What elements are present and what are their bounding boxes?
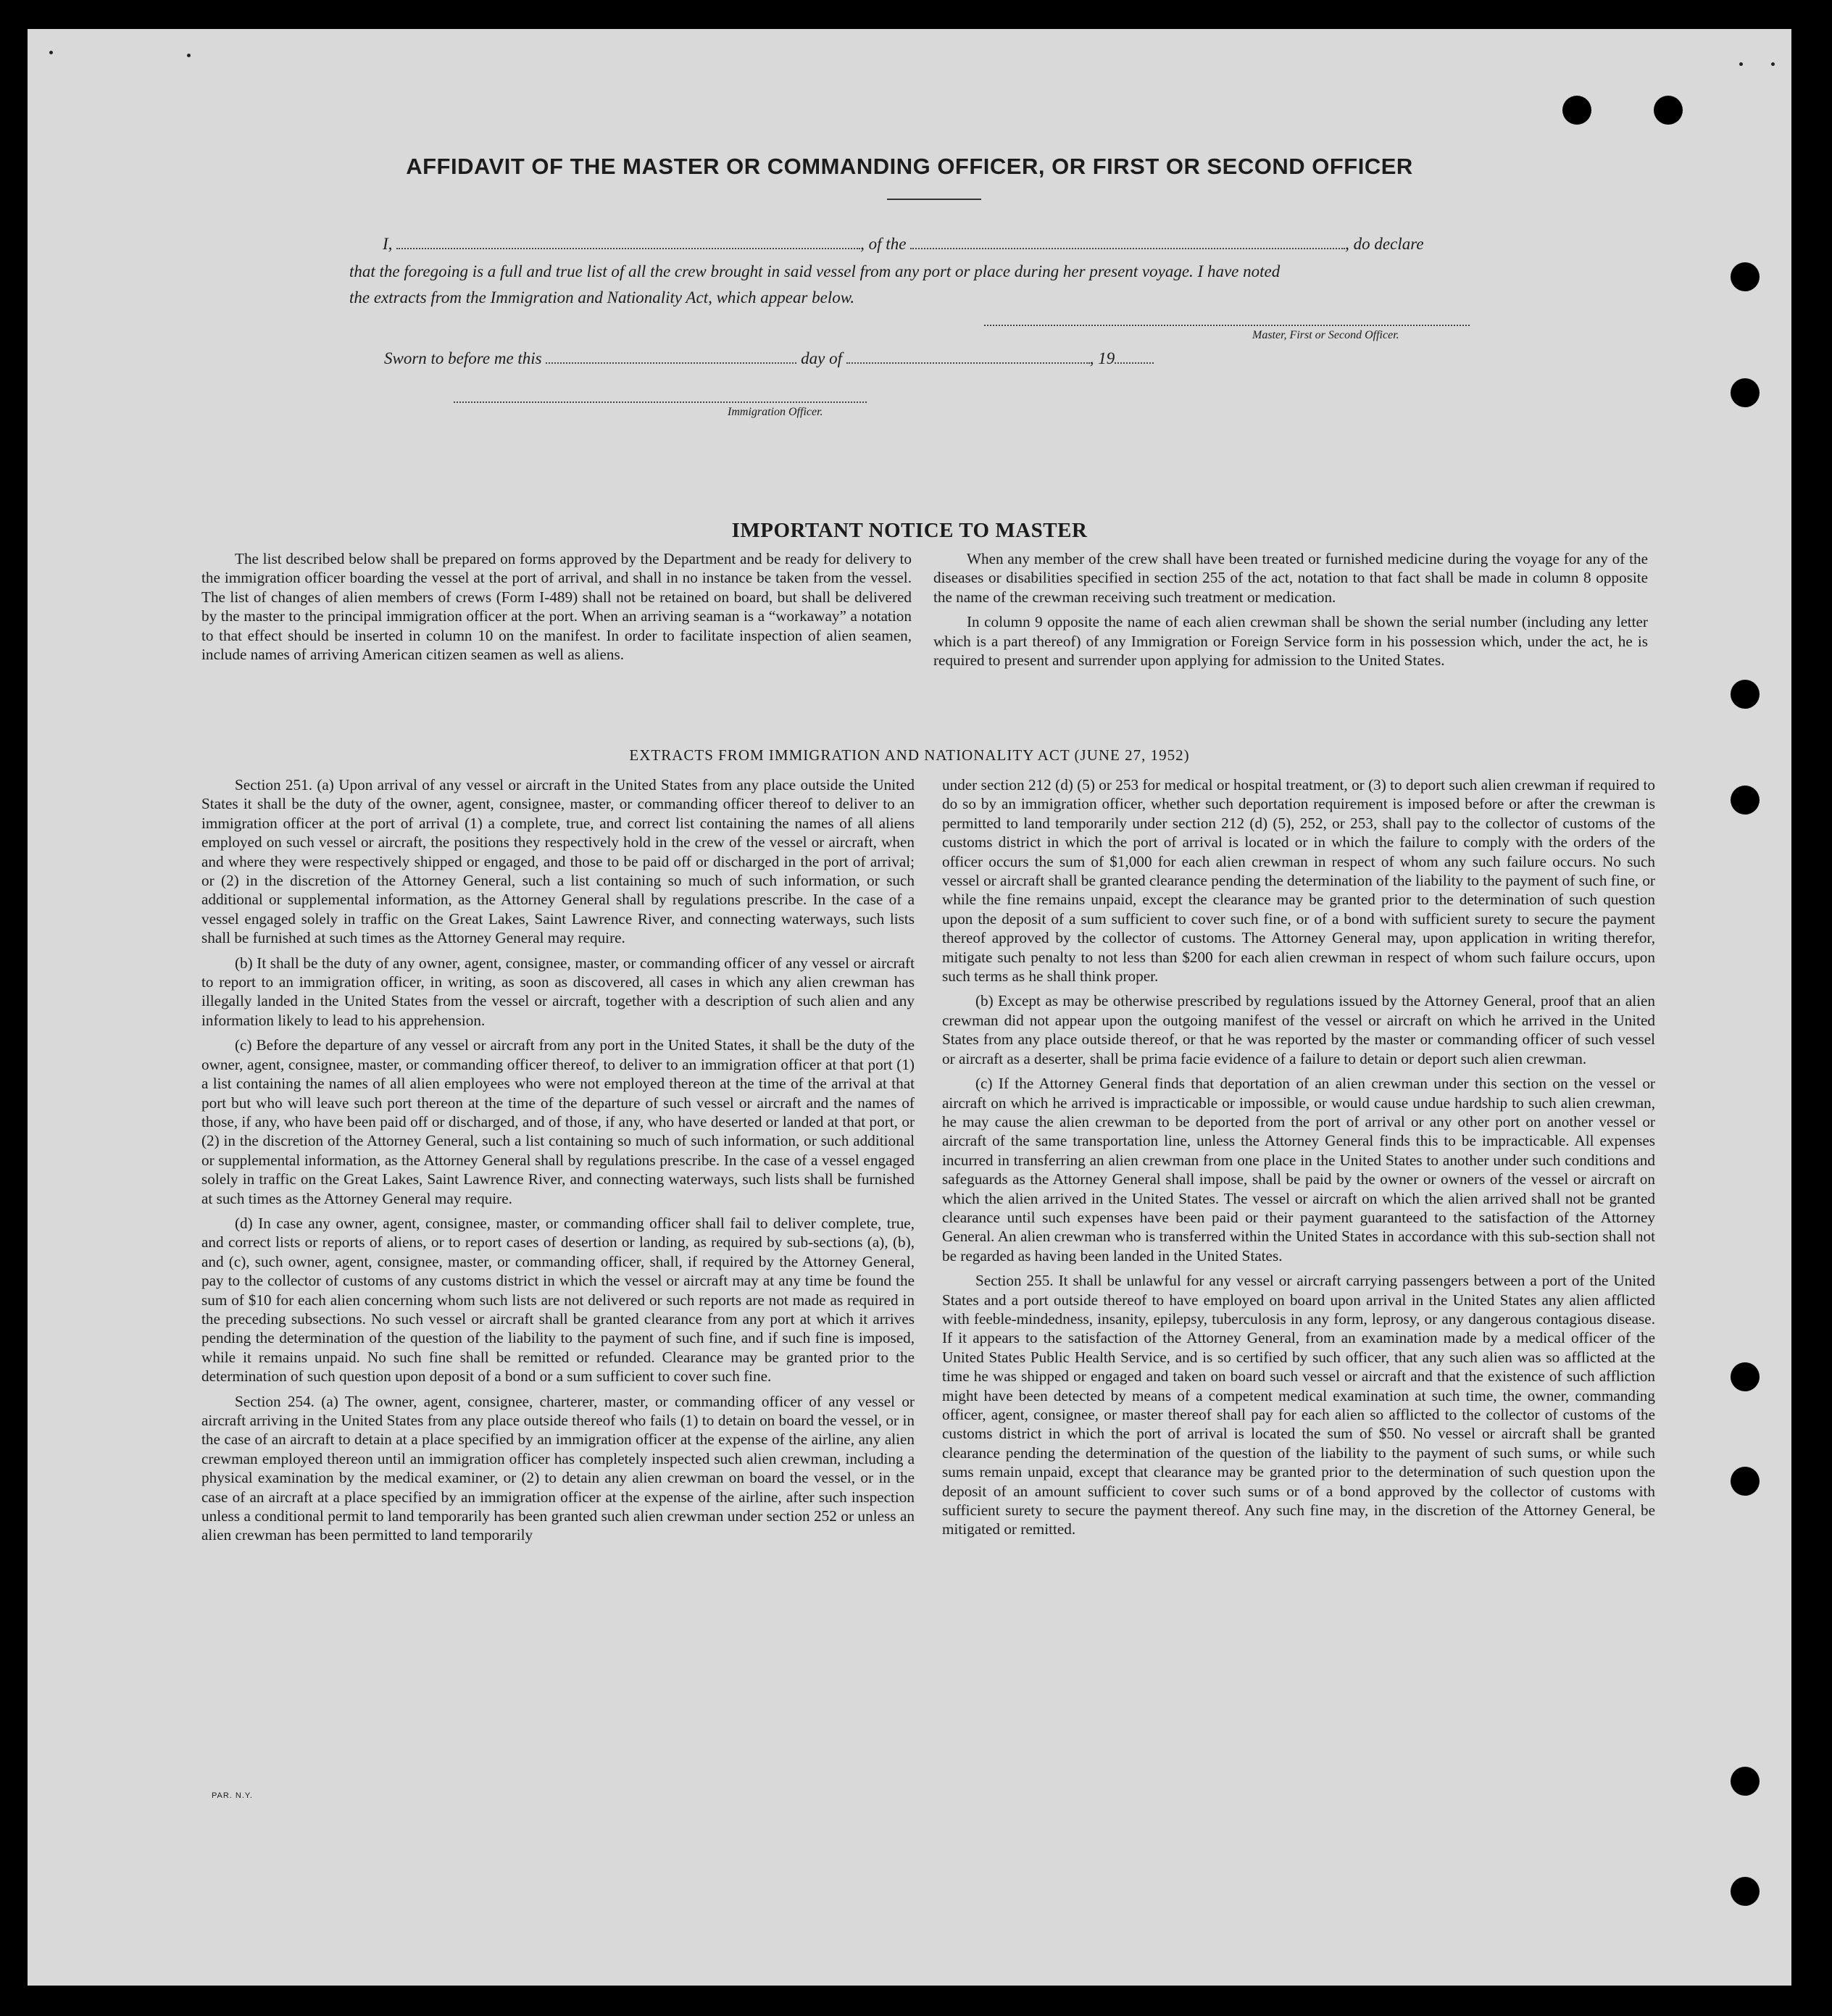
punch-hole bbox=[1731, 1877, 1760, 1906]
notice-title: IMPORTANT NOTICE TO MASTER bbox=[731, 519, 1088, 542]
punch-hole bbox=[1731, 680, 1760, 709]
extracts-right-column bbox=[942, 775, 1655, 1539]
punch-hole bbox=[1731, 1767, 1760, 1796]
master-signature-field[interactable] bbox=[984, 325, 1470, 326]
speck-mark bbox=[1739, 62, 1743, 66]
sworn-year-field[interactable] bbox=[1115, 349, 1154, 364]
speck-mark bbox=[49, 51, 53, 54]
notice-left-column bbox=[201, 549, 912, 664]
extract-paragraph: Section 255. It shall be unlawful for any vessel or aircraft carrying passengers between a port of the United States and a port outside thereof to have employed on board upon arrival in the United States any alien afflicted with feeble-mindedness, insanity, epilepsy, tuberculosis in any form, leprosy, or any dangerous contagious disease. If it appears to the satisfaction of the Attorney General, from an examination made by a medical officer of the United States Public Health Service, and is so certified by such officer, that any such alien was so afflicted at the time he was shipped or engaged and taken on board such vessel or aircraft and that the existence of such affliction might have been detected by means of a competent medical examination at such time, the owner, commanding officer, agent, consignee, or master thereof shall pay for each alien so afflicted to the collector of customs of the customs district in which the port of arrival is located the sum of $50. No vessel or aircraft shall be granted clearance pending the determination of the question of the liability to the payment of such sums, or while such sums remain unpaid, except that clearance may be granted prior to the determination of such question upon the deposit of an amount sufficient to cover such sums or of a bond approved by the collector of customs with sufficient surety to secure the payment thereof. Any such fine may, in the discretion of the Attorney General, be mitigated or remitted. bbox=[942, 1272, 1655, 1538]
sworn-day-field[interactable] bbox=[546, 349, 796, 364]
i-label: I, bbox=[383, 235, 393, 253]
title-rule bbox=[887, 199, 981, 200]
sworn-line bbox=[384, 349, 1154, 368]
extract-paragraph: (b) Except as may be otherwise prescribed by regulations issued by the Attorney General, proof that an alien crewman did not appear upon the outgoing manifest of the vessel or aircraft on which he arrived in the United States from any place outside thereof, or that he was reported by the master or commanding officer of such vessel or aircraft as a deserter, shall be prima facie evidence of a failure to detain or deport such alien crewman. bbox=[942, 992, 1655, 1067]
punch-hole bbox=[1731, 378, 1760, 407]
notice-right-column bbox=[933, 549, 1648, 670]
vessel-field[interactable] bbox=[910, 235, 1345, 249]
name-field[interactable] bbox=[396, 235, 860, 249]
punch-hole bbox=[1731, 1467, 1760, 1496]
sworn-month-field[interactable] bbox=[846, 349, 1090, 364]
day-of-label: day of bbox=[801, 349, 842, 367]
punch-hole bbox=[1731, 1362, 1760, 1391]
printer-mark: PAR. N.Y. bbox=[212, 1791, 253, 1800]
extract-paragraph: under section 212 (d) (5) or 253 for medical or hospital treatment, or (3) to deport such alien crewman if required to do so by an immigration officer, whether such deportation requirement is imposed before or after the crewman is permitted to land temporarily under section 212 (d) (5), 252, or 253, shall pay to the collector of customs of the customs district in which the port of arrival is located or in which the failure to comply with the orders of the officer occurs the sum of $1,000 for each alien crewman in respect of whom any such failure occurs. No such vessel or aircraft shall be granted clearance pending the determination of the liability to the payment of such fine, or while the fine remains unpaid, except the clearance may be granted prior to the determination of such question upon the deposit of a sum sufficient to cover such fine, or of a bond with sufficient surety to secure the payment thereof approved by the collector of customs. The Attorney General may, upon application in writing therefor, mitigate such penalty to not less than $200 for each alien crewman in respect of whom such failure occurs, upon such terms as he shall think proper. bbox=[942, 776, 1655, 986]
extract-paragraph: (d) In case any owner, agent, consignee, master, or commanding officer shall fail to deliver complete, true, and correct lists or reports of aliens, or to report cases of desertion or landing, as required by sub-sections (a), (b), and (c), such owner, agent, consignee, master, or commanding officer, shall, if required by the Attorney General, pay to the collector of customs of any customs district in which the vessel or aircraft may at any time be found the sum of $10 for each alien concerning whom such lists are not delivered or such reports are not made as required in the preceding subsections. No such vessel or aircraft shall be granted clearance from any port at which it arrives pending the determination of the question of the liability to the payment of such fine, and if such fine is imposed, while it remains unpaid. No such fine shall be remitted or refunded. Clearance may be granted prior to the determination of such question upon deposit of a bond or a sum sufficient to cover such fine. bbox=[201, 1214, 915, 1386]
declaration-line bbox=[383, 235, 1424, 254]
officer-signature-field[interactable] bbox=[454, 401, 867, 403]
notice-paragraph: When any member of the crew shall have been treated or furnished medicine during the voyage for any of the diseases or disabilities specified in section 255 of the act, notation to that fact shall be made in column 8 opposite the name of the crewman receiving such treatment or medication. bbox=[933, 550, 1648, 606]
officer-caption: Immigration Officer. bbox=[728, 406, 823, 418]
master-signature-caption: Master, First or Second Officer. bbox=[1252, 329, 1399, 341]
punch-hole bbox=[1731, 262, 1760, 291]
year-label: , 19 bbox=[1089, 349, 1115, 367]
notice-paragraph: The list described below shall be prepared on forms approved by the Department and be ready for delivery to the immigration officer boarding the vessel at the port of arrival, and shall in no instance be taken from the vessel. The list of changes of alien members of crews (Form I-489) shall not be retained on board, but shall be delivered by the master to the principal immigration officer at the port. When an arriving seaman is a “workaway” a notation to that effect should be inserted in column 10 on the manifest. In order to facilitate inspection of alien seamen, include names of arriving American citizen seamen as well as aliens. bbox=[201, 550, 912, 664]
of-the-label: , of the bbox=[860, 235, 907, 253]
notice-paragraph: In column 9 opposite the name of each alien crewman shall be shown the serial number (including any letter which is a part thereof) of any Immigration or Foreign Service form in his possession which, under the act, he is required to present and surrender upon applying for admission to the United States. bbox=[933, 613, 1648, 670]
extract-paragraph: Section 254. (a) The owner, agent, consignee, charterer, master, or commanding officer of any vessel or aircraft arriving in the United States from any place outside thereof who fails (1) to detain on board the vessel, or in the case of an aircraft to detain at a place specified by an immigration officer at the expense of the airline, any alien crewman employed thereon until an immigration officer has completely inspected such alien crewman, including a physical examination by the medical examiner, or (2) to detain any alien crewman on board the vessel, or in the case of an aircraft at a place specified by an immigration officer at the expense of the airline, after such inspection unless a conditional permit to land temporarily has been granted such alien crewman under section 252 or unless an alien crewman has been permitted to land temporarily bbox=[201, 1392, 915, 1544]
extract-paragraph: Section 251. (a) Upon arrival of any vessel or aircraft in the United States from any place outside the United States it shall be the duty of the owner, agent, consignee, master, or commanding officer thereof to deliver to an immigration officer at the port of arrival (1) a complete, true, and correct list containing the names of all aliens employed on such vessel or aircraft, the positions they respectively hold in the crew of the vessel or aircraft, when and where they were respectively shipped or engaged, and those to be paid off or discharged in the port of arrival; or (2) in the discretion of the Attorney General, such a list containing so much of such information, or such additional or supplemental information, as the Attorney General shall by regulations prescribe. In the case of a vessel engaged solely in traffic on the Great Lakes, Saint Lawrence River, and connecting waterways, such lists shall be furnished at such times as the Attorney General may require. bbox=[201, 776, 915, 947]
statement-line-2: the extracts from the Immigration and Nationality Act, which appear below. bbox=[349, 288, 855, 307]
punch-hole bbox=[1654, 96, 1683, 125]
do-declare-label: , do declare bbox=[1345, 235, 1424, 253]
document-page bbox=[28, 29, 1791, 1986]
extract-paragraph: (b) It shall be the duty of any owner, agent, consignee, master, or commanding officer of any vessel or aircraft to report to an immigration officer, in writing, as soon as discovered, all cases in which any alien crewman has illegally landed in the United States from the vessel or aircraft, together with a description of such alien and any information likely to lead to his apprehension. bbox=[201, 954, 915, 1029]
speck-mark bbox=[1771, 62, 1775, 66]
extract-paragraph: (c) If the Attorney General finds that deportation of an alien crewman under this section on the vessel or aircraft on which he arrived is impracticable or impossible, or would cause undue hardship to such alien crewman, he may cause the alien crewman to be deported from the port of arrival or any other port on another vessel or aircraft of the same transportation line, unless the Attorney General finds this to be impracticable. All expenses incurred in transferring an alien crewman from one place in the United States to another under such conditions and safeguards as the Attorney General shall impose, shall be paid by the owner or owners of the vessel or aircraft on which the alien arrived in the United States. The vessel or aircraft on which the alien arrived shall not be granted clearance until such expenses have been paid or their payment guaranteed to the satisfaction of the Attorney General. An alien crewman who is transferred within the United States in accordance with this sub-section shall not be regarded as having been landed in the United States. bbox=[942, 1075, 1655, 1265]
punch-hole bbox=[1731, 786, 1760, 815]
statement-line-1: that the foregoing is a full and true list of all the crew brought in said vessel from any port or place during her present voyage. I have noted bbox=[349, 262, 1281, 280]
extracts-title: EXTRACTS FROM IMMIGRATION AND NATIONALITY ACT (JUNE 27, 1952) bbox=[629, 746, 1190, 764]
speck-mark bbox=[187, 54, 191, 57]
sworn-label: Sworn to before me this bbox=[384, 349, 542, 367]
extract-paragraph: (c) Before the departure of any vessel or aircraft from any port in the United States, it shall be the duty of the owner, agent, consignee, master, or commanding officer thereof, to deliver to an immigration officer at that port (1) a list containing the names of all alien employees who were not employed thereon at the time of the arrival at that port but who will leave such port thereon at the time of the departure of such vessel or aircraft and the names of those, if any, who have been paid off or discharged, and of those, if any, who have deserted or landed at that port, or (2) in the discretion of the Attorney General, such a list containing so much of such information, or such additional or supplemental information, as the Attorney General shall by regulations prescribe. In the case of a vessel engaged solely in traffic on the Great Lakes, Saint Lawrence River, and connecting waterways, such lists shall be furnished at such times as the Attorney General may require. bbox=[201, 1036, 915, 1207]
extracts-left-column bbox=[201, 775, 915, 1545]
punch-hole bbox=[1562, 96, 1591, 125]
affidavit-title: AFFIDAVIT OF THE MASTER OR COMMANDING OFFICER, OR FIRST OR SECOND OFFICER bbox=[406, 154, 1413, 179]
